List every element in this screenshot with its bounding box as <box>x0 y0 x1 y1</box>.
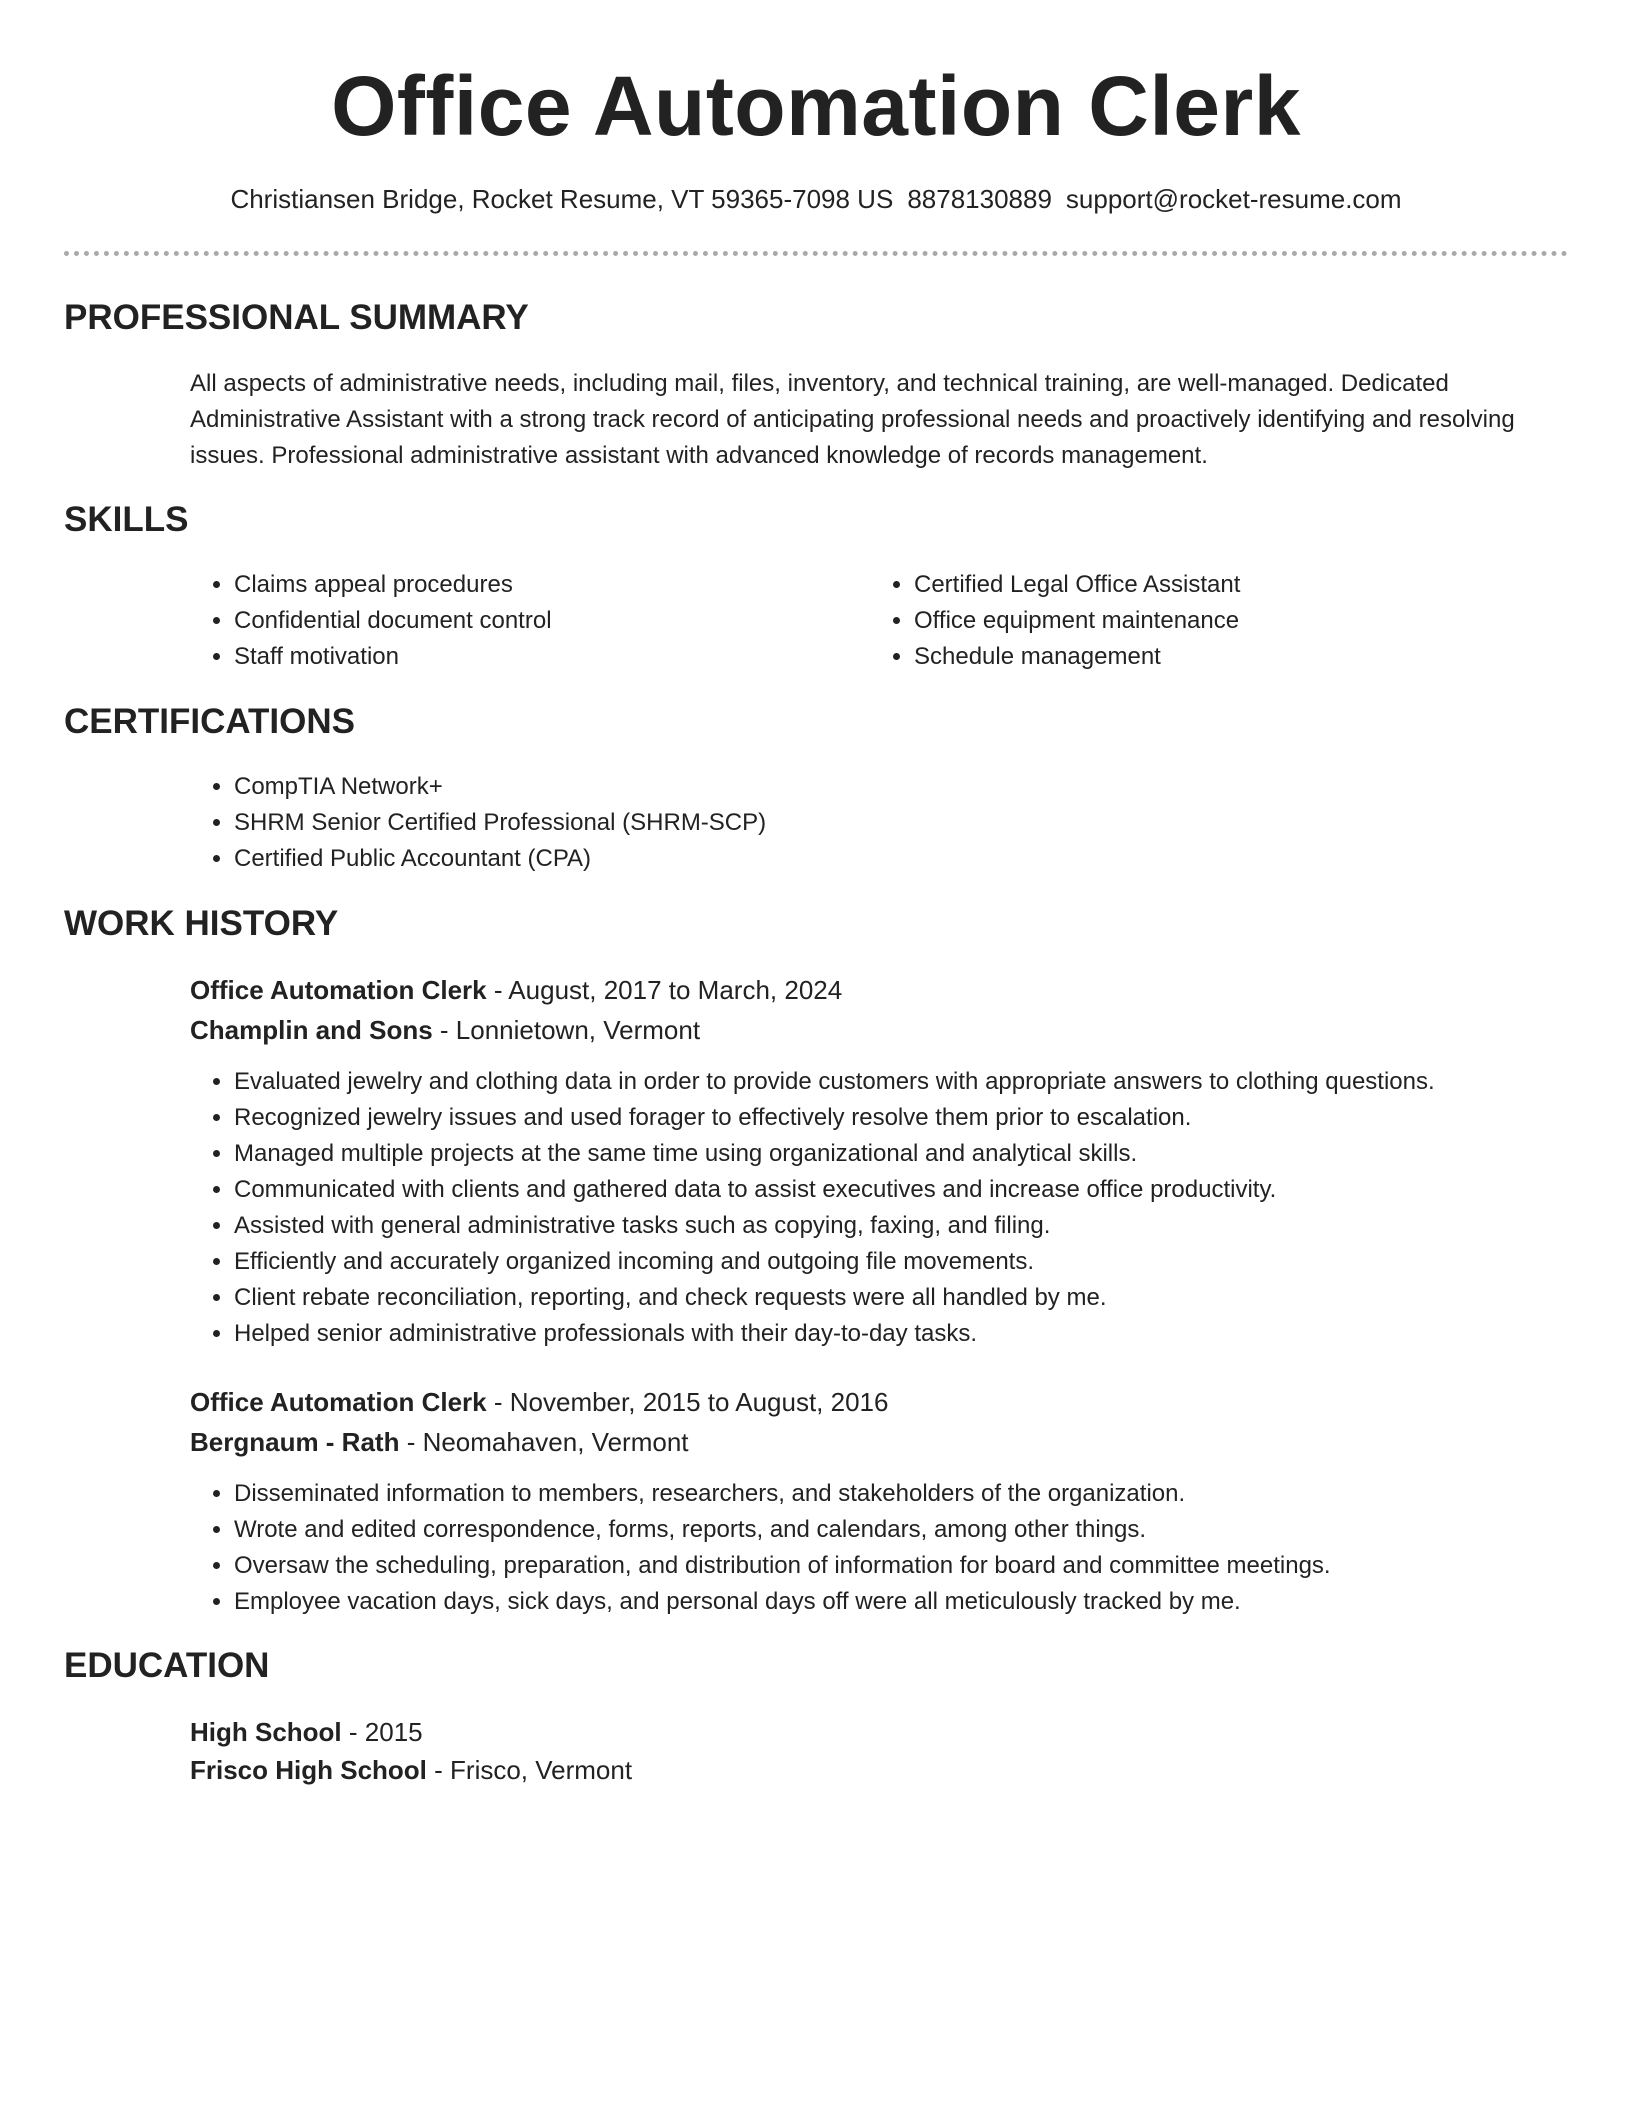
duty-item: • Evaluated jewelry and clothing data in order to provide customers with appropriate answers to clothing questions. <box>234 1064 1632 1100</box>
duty-item: • Managed multiple projects at the same time using organizational and analytical skills. <box>234 1136 1632 1172</box>
contact-email: support@rocket-resume.com <box>1065 184 1402 214</box>
education-school: Frisco High School <box>190 1755 427 1785</box>
duty-item: • Assisted with general administrative tasks such as copying, faxing, and filing. <box>234 1208 1632 1244</box>
header-divider <box>64 251 1568 256</box>
job-2-role: Office Automation Clerk <box>190 1387 487 1417</box>
work-history-heading: WORK HISTORY <box>64 904 339 943</box>
job-1-dates: - August, 2017 to March, 2024 <box>486 975 843 1005</box>
skills-list-left <box>190 567 854 675</box>
job-1-duties <box>190 1064 1632 1352</box>
certification-item: • CompTIA Network+ <box>234 769 1534 805</box>
job-1-company-line <box>190 1011 700 1049</box>
job-1-location: - Lonnietown, Vermont <box>432 1015 701 1045</box>
skills-heading: SKILLS <box>64 500 189 539</box>
candidate-name: Office Automation Clerk <box>331 59 1301 153</box>
job-2-location: - Neomahaven, Vermont <box>399 1427 689 1457</box>
summary-heading: PROFESSIONAL SUMMARY <box>64 298 529 337</box>
job-2-company-line <box>190 1423 689 1461</box>
job-2-company: Bergnaum - Rath <box>190 1427 400 1457</box>
job-2-duties <box>190 1476 1632 1620</box>
contact-phone: 8878130889 <box>907 184 1052 214</box>
skills-list-right <box>870 567 1554 675</box>
job-2-dates: - November, 2015 to August, 2016 <box>486 1387 889 1417</box>
duty-item: • Communicated with clients and gathered data to assist executives and increase office productivity. <box>234 1172 1632 1208</box>
job-2-title <box>190 1383 888 1421</box>
skill-item: • Staff motivation <box>234 639 854 675</box>
summary-text: All aspects of administrative needs, including mail, files, inventory, and technical training, are well-managed. Dedicated Administrative Assistant with a strong track record of anticipating professional needs and proactively identifying and resolving issues. Professional administrative assistant with advanced knowledge of records management. <box>190 370 1515 469</box>
duty-item: • Helped senior administrative professionals with their day-to-day tasks. <box>234 1316 1632 1352</box>
duty-item: • Recognized jewelry issues and used forager to effectively resolve them prior to escalation. <box>234 1100 1632 1136</box>
certification-item: • SHRM Senior Certified Professional (SHRM-SCP) <box>234 805 1534 841</box>
duty-item: • Employee vacation days, sick days, and personal days off were all meticulously tracked by me. <box>234 1584 1632 1620</box>
education-degree-line <box>190 1713 423 1751</box>
duty-item: • Client rebate reconciliation, reporting, and check requests were all handled by me. <box>234 1280 1632 1316</box>
job-1-role: Office Automation Clerk <box>190 975 487 1005</box>
duty-item: • Wrote and edited correspondence, forms, reports, and calendars, among other things. <box>234 1512 1632 1548</box>
education-school-line <box>190 1751 632 1789</box>
contact-address: Christiansen Bridge, Rocket Resume, VT 59365-7098 US <box>230 184 894 214</box>
skill-item: • Office equipment maintenance <box>914 603 1554 639</box>
education-year: - 2015 <box>341 1717 423 1747</box>
job-1-title <box>190 971 842 1009</box>
contact-line <box>0 182 1632 216</box>
skill-item: • Certified Legal Office Assistant <box>914 567 1554 603</box>
skill-item: • Confidential document control <box>234 603 854 639</box>
job-1-company: Champlin and Sons <box>190 1015 433 1045</box>
education-location: - Frisco, Vermont <box>426 1755 633 1785</box>
skill-item: • Claims appeal procedures <box>234 567 854 603</box>
education-degree: High School <box>190 1717 342 1747</box>
duty-item: • Efficiently and accurately organized incoming and outgoing file movements. <box>234 1244 1632 1280</box>
duty-item: • Oversaw the scheduling, preparation, and distribution of information for board and committee meetings. <box>234 1548 1632 1584</box>
education-heading: EDUCATION <box>64 1646 270 1685</box>
certification-item: • Certified Public Accountant (CPA) <box>234 841 1534 877</box>
skill-item: • Schedule management <box>914 639 1554 675</box>
duty-item: • Disseminated information to members, researchers, and stakeholders of the organization. <box>234 1476 1632 1512</box>
certifications-heading: CERTIFICATIONS <box>64 702 356 741</box>
certifications-list <box>190 769 1534 877</box>
